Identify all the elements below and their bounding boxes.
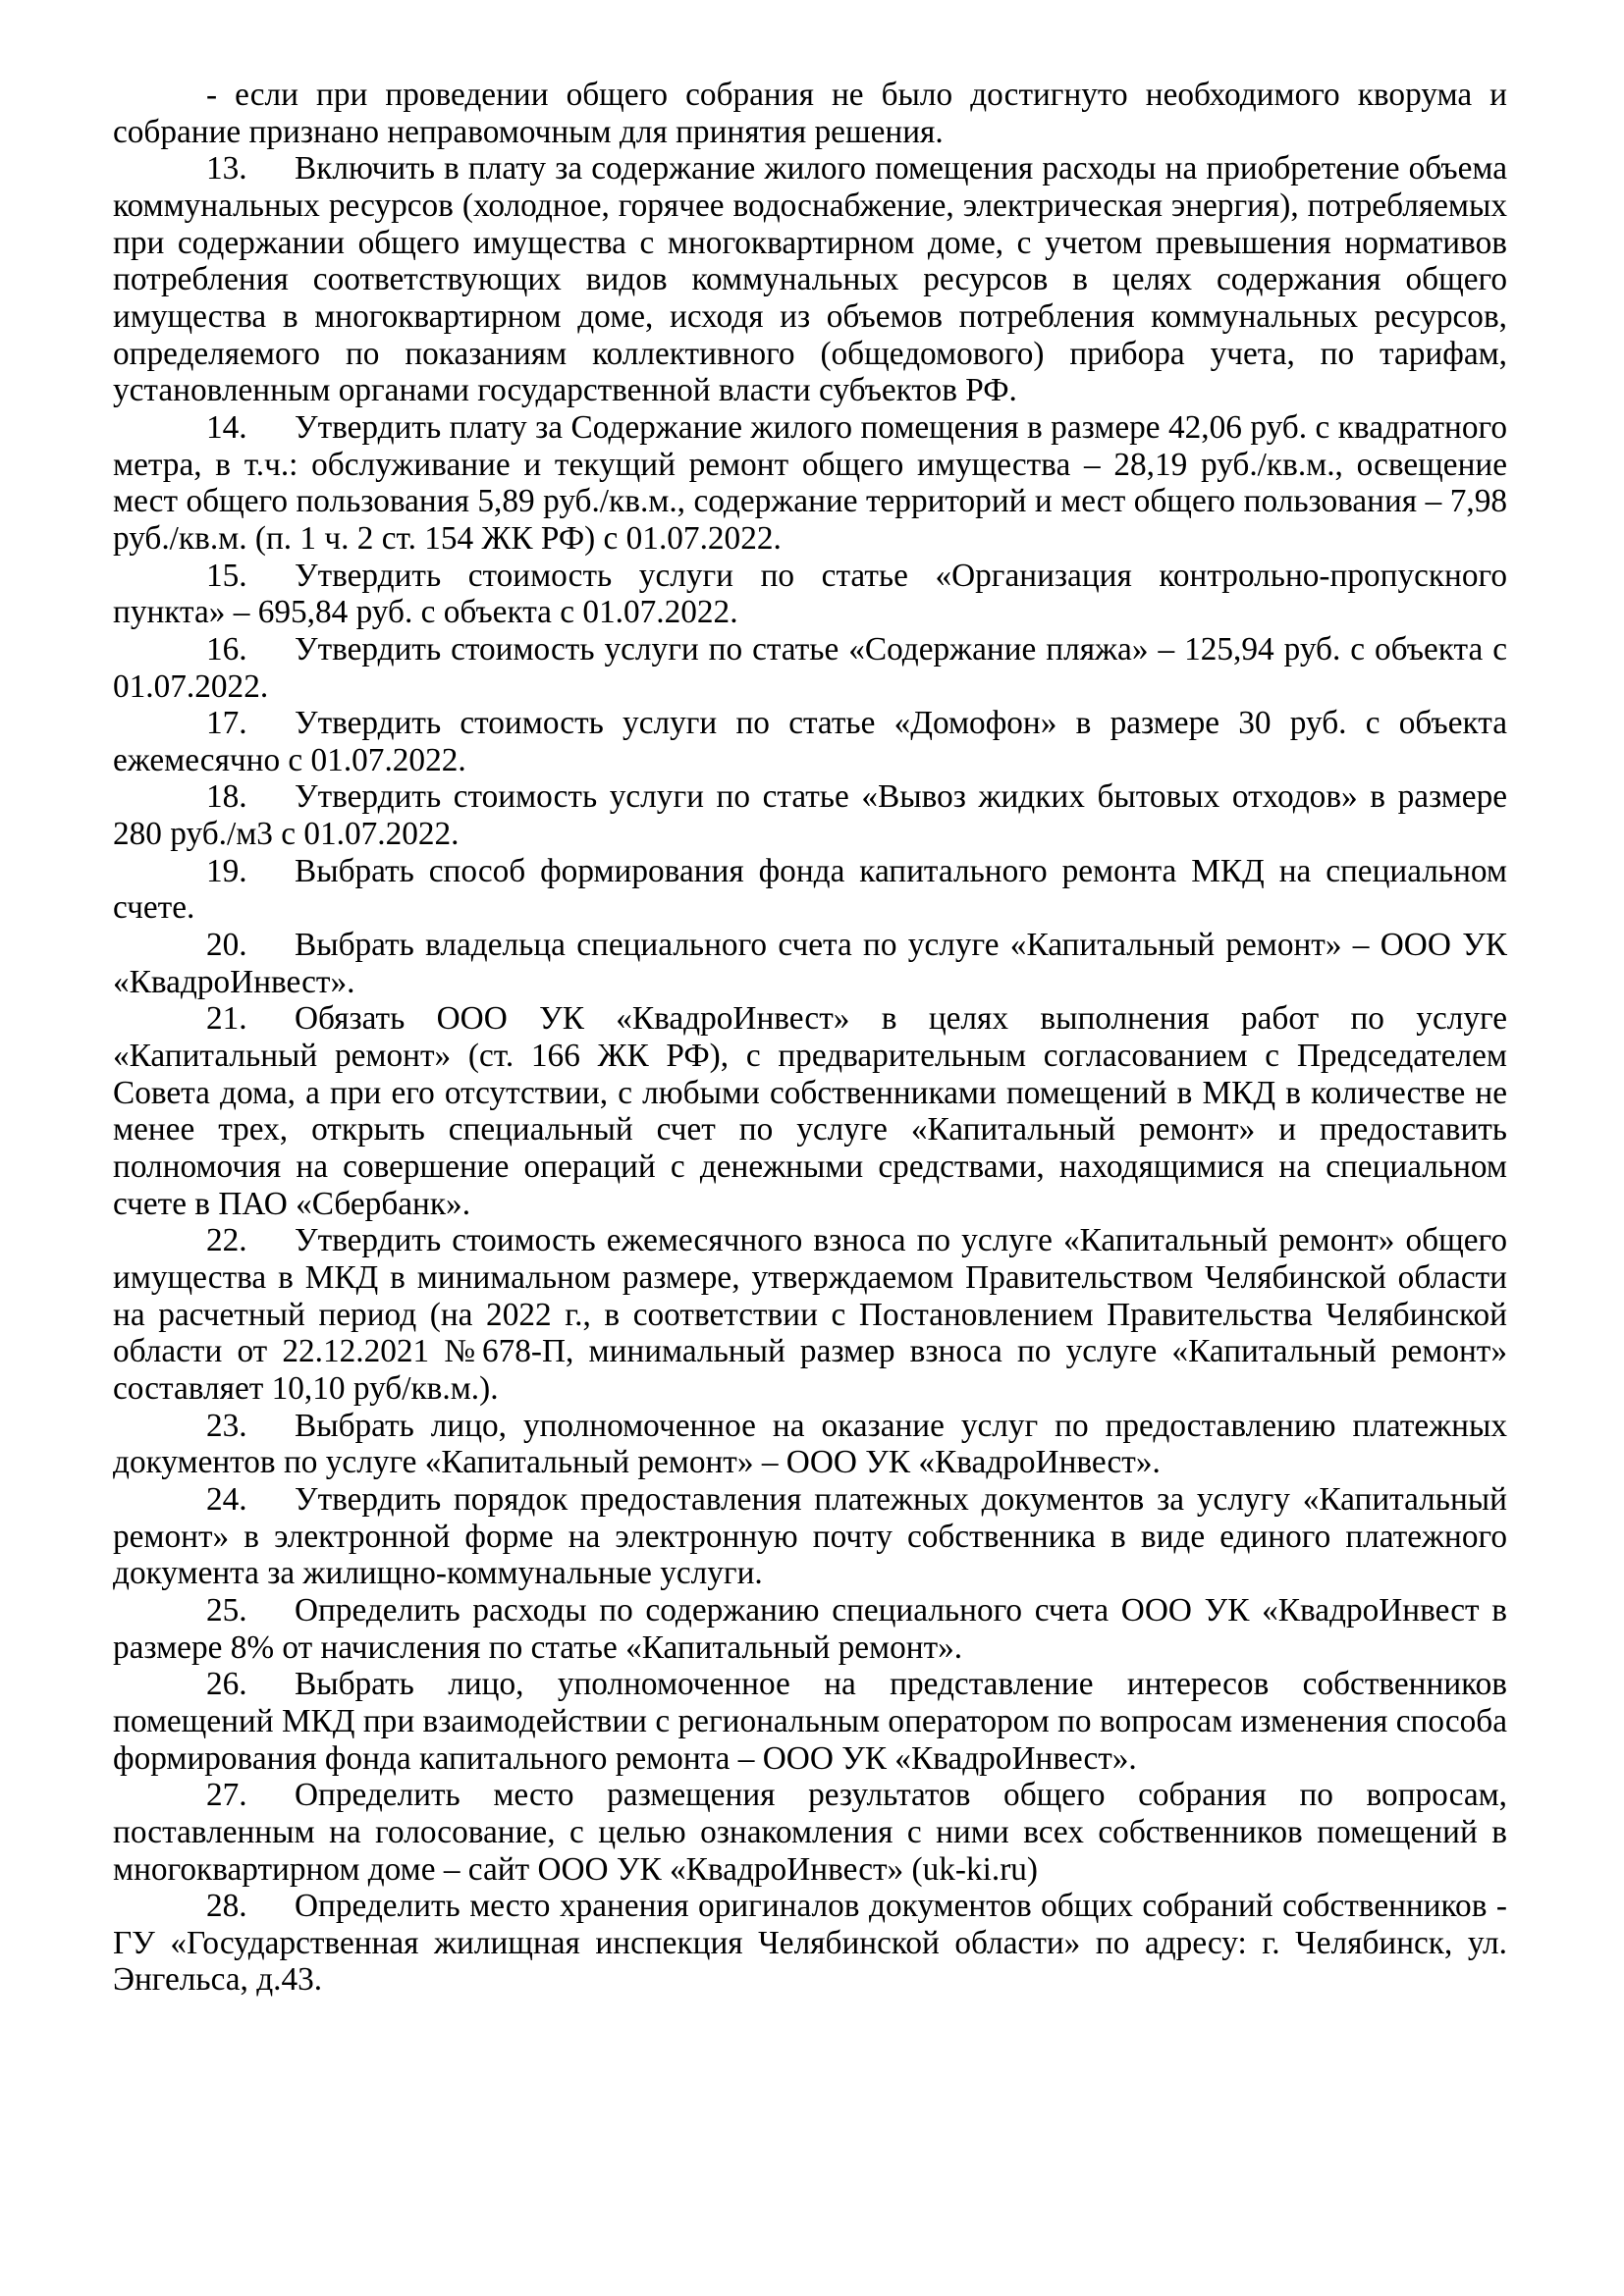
paragraph-text: Обязать ООО УК «КвадроИнвест» в целях выполнения работ по услуге «Капитальный ремонт» (ст. 166 ЖК РФ), с предварительным согласованием с Председателем Совета дома, а при его отсутствии, с любыми собственниками помещений в МКД в количестве не менее трех, открыть специальный счет по услуге «Капитальный ремонт» и предоставить полномочия на совершение операций с денежными средствами, находящимися на специальном счете в ПАО «Сбербанк».	[113, 1000, 1507, 1222]
paragraph-text: Определить место хранения оригиналов документов общих собраний собственников - ГУ «Государственная жилищная инспекция Челябинской области» по адресу: г. Челябинск, ул. Энгельса, д.43.	[113, 1888, 1507, 1999]
paragraph-item-17	[113, 705, 1507, 778]
paragraph-number: 20.	[206, 927, 247, 964]
paragraph-item-18	[113, 778, 1507, 852]
paragraph-text: Определить расходы по содержанию специального счета ООО УК «КвадроИнвест в размере 8% от начисления по статье «Капитальный ремонт».	[113, 1591, 1507, 1666]
paragraph-item-23	[113, 1408, 1507, 1481]
paragraph-number: 23.	[206, 1407, 247, 1444]
paragraph-text: Выбрать лицо, уполномоченное на представление интересов собственников помещений МКД при взаимодействии с региональным оператором по вопросам изменения способа формирования фонда капитального ремонта – ООО УК «КвадроИнвест».	[113, 1666, 1507, 1777]
paragraph-item-21	[113, 1000, 1507, 1222]
paragraph-text: Определить место размещения результатов общего собрания по вопросам, поставленным на голосование, с целью ознакомления с ними всех собственников помещений в многоквартирном доме – сайт ООО УК «КвадроИнвест» (uk-ki.ru)	[113, 1777, 1507, 1888]
paragraph-item-16	[113, 631, 1507, 705]
paragraph-number: 27.	[206, 1777, 247, 1814]
paragraph-text: Включить в плату за содержание жилого помещения расходы на приобретение объема коммунальных ресурсов (холодное, горячее водоснабжение, электрическая энергия), потребляемых при содержании общего имущества с многоквартирном доме, с учетом превышения нормативов потребления соответствующих видов коммунальных ресурсов в целях содержания общего имущества в многоквартирном доме, исходя из объемов потребления коммунальных ресурсов, определяемого по показаниям коллективного (общедомового) прибора учета, по тарифам, установленным органами государственной власти субъектов РФ.	[113, 150, 1507, 409]
paragraph-text: Утвердить стоимость услуги по статье «Организация контрольно-пропускного пункта» – 695,84 руб. с объекта с 01.07.2022.	[113, 557, 1507, 631]
paragraph-number: 15.	[206, 557, 247, 594]
paragraph-item-25	[113, 1592, 1507, 1666]
paragraph-item-19	[113, 853, 1507, 927]
paragraph-number: 28.	[206, 1888, 247, 1925]
paragraph-text: Утвердить плату за Содержание жилого помещения в размере 42,06 руб. с квадратного метра, в т.ч.: обслуживание и текущий ремонт общего имущества – 28,19 руб./кв.м., освещение мест общего пользования 5,89 руб./кв.м., содержание территорий и мест общего пользования – 7,98 руб./кв.м. (п. 1 ч. 2 ст. 154 ЖК РФ) с 01.07.2022.	[113, 408, 1507, 557]
paragraph-item-27	[113, 1777, 1507, 1888]
paragraph-item-28	[113, 1888, 1507, 1999]
paragraph-text: - если при проведении общего собрания не было достигнуто необходимого кворума и собрание признано неправомочным для принятия решения.	[113, 77, 1507, 150]
paragraph-number: 24.	[206, 1480, 247, 1518]
paragraph-item-26	[113, 1666, 1507, 1777]
paragraph-item-13	[113, 150, 1507, 409]
paragraph-text: Утвердить стоимость услуги по статье «Содержание пляжа» – 125,94 руб. с объекта с 01.07.2022.	[113, 630, 1507, 705]
paragraph-quorum-note	[113, 77, 1507, 150]
paragraph-item-24	[113, 1481, 1507, 1592]
paragraph-text: Утвердить порядок предоставления платежных документов за услугу «Капитальный ремонт» в электронной форме на электронную почту собственника в виде единого платежного документа за жилищно-коммунальные услуги.	[113, 1480, 1507, 1592]
paragraph-number: 19.	[206, 852, 247, 889]
paragraph-text: Выбрать лицо, уполномоченное на оказание услуг по предоставлению платежных документов по услуге «Капитальный ремонт» – ООО УК «КвадроИнвест».	[113, 1407, 1507, 1481]
paragraph-item-14	[113, 409, 1507, 558]
paragraph-number: 21.	[206, 1000, 247, 1038]
paragraph-text: Выбрать владельца специального счета по услуге «Капитальный ремонт» – ООО УК «КвадроИнвест».	[113, 927, 1507, 1000]
paragraph-item-22	[113, 1222, 1507, 1407]
paragraph-number: 17.	[206, 705, 247, 742]
paragraph-number: 18.	[206, 778, 247, 816]
paragraph-text: Выбрать способ формирования фонда капитального ремонта МКД на специальном счете.	[113, 852, 1507, 927]
paragraph-number: 22.	[206, 1222, 247, 1259]
paragraph-text: Утвердить стоимость ежемесячного взноса по услуге «Капитальный ремонт» общего имущества в МКД в минимальном размере, утверждаемом Правительством Челябинской области на расчетный период (на 2022 г., в соответствии с Постановлением Правительства Челябинской области от 22.12.2021 №678-П, минимальный размер взноса по услуге «Капитальный ремонт» составляет 10,10 руб/кв.м.).	[113, 1222, 1507, 1407]
paragraph-number: 25.	[206, 1591, 247, 1629]
paragraph-text: Утвердить стоимость услуги по статье «Домофон» в размере 30 руб. с объекта ежемесячно с 01.07.2022.	[113, 705, 1507, 778]
paragraph-number: 14.	[206, 408, 247, 446]
paragraph-item-15	[113, 558, 1507, 631]
paragraph-number: 26.	[206, 1666, 247, 1703]
paragraph-number: 16.	[206, 630, 247, 667]
paragraph-text: Утвердить стоимость услуги по статье «Вывоз жидких бытовых отходов» в размере 280 руб./м3 с 01.07.2022.	[113, 778, 1507, 853]
paragraph-item-20	[113, 927, 1507, 1000]
paragraph-number: 13.	[206, 150, 247, 187]
